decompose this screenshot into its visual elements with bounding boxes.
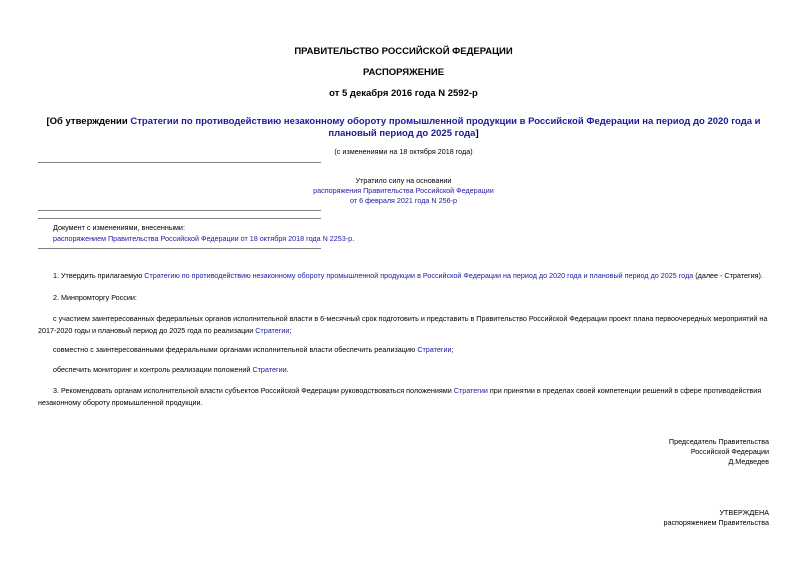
document-type: РАСПОРЯЖЕНИЕ [362, 67, 445, 78]
signature-name: Д.Медведев [728, 457, 769, 466]
repeal-order-link-line1[interactable]: распоряжения Правительства Российской Федерации [313, 186, 494, 195]
amending-order-link[interactable]: распоряжением Правительства Российской Федерации от 18 октября 2018 года N 2253-р [53, 234, 353, 243]
government-heading: ПРАВИТЕЛЬСТВО РОССИЙСКОЙ ФЕДЕРАЦИИ [294, 46, 513, 57]
approved-label: УТВЕРЖДЕНА [719, 508, 769, 517]
strategy-link[interactable]: Стратегии [417, 345, 452, 354]
document-date-number: от 5 декабря 2016 года N 2592-р [329, 88, 478, 99]
document-title [40, 116, 767, 140]
strategy-link[interactable]: Стратегии [255, 325, 290, 335]
divider [38, 218, 321, 219]
strategy-link[interactable]: Стратегии [252, 365, 287, 374]
approved-by: распоряжением Правительства [663, 518, 769, 527]
paragraph-5: обеспечить мониторинг и контроль реализации положений Стратегии. [53, 365, 289, 374]
title-close-bracket: ] [475, 128, 479, 139]
divider [38, 162, 321, 163]
paragraph-4: совместно с заинтересованными федеральными органами исполнительной власти обеспечить реализацию Стратегии; [53, 345, 454, 354]
changes-line: распоряжением Правительства Российской Федерации от 18 октября 2018 года N 2253-р. [53, 234, 355, 243]
title-open-bracket: [Об утверждении [46, 116, 131, 127]
divider [38, 248, 321, 249]
repeal-order-link-line2[interactable]: от 6 февраля 2021 года N 256-р [350, 196, 457, 205]
strategy-link[interactable]: Стратегию по противодействию незаконному обороту промышленной продукции в Российской Федерации на период до 2020 года и плановый период до 2025 года [144, 271, 694, 280]
paragraph-3: с участием заинтересованных федеральных органов исполнительной власти в 6-месячный срок подготовить и представить в Правительство Российской Федерации проект плана первоочередных мероприятий на 2017-2020 годы и плановый период до 2025 года по реализации Стратегии; [38, 314, 768, 335]
strategy-link[interactable]: Стратегии [453, 386, 488, 395]
divider [38, 210, 321, 211]
changes-label: Документ с изменениями, внесенными: [53, 223, 185, 232]
signature-position: Председатель Правительства [668, 437, 769, 446]
paragraph-6: 3. Рекомендовать органам исполнительной власти субъектов Российской Федерации руководствоваться положениями Стратегии при принятии в пределах своей компетенции решений в сфере противодействия незаконному обороту промышленной продукции. [38, 386, 762, 407]
signature-organization: Российской Федерации [690, 447, 769, 456]
strategy-title-link[interactable]: Стратегии по противодействию незаконному обороту промышленной продукции в Российской Федерации на период до 2020 года и плановый период до 2025 года [130, 116, 761, 139]
lost-force-label: Утратило силу на основании [355, 176, 452, 185]
amendments-note: (с изменениями на 18 октября 2018 года) [334, 147, 473, 156]
paragraph-2: 2. Минпромторгу России: [53, 293, 137, 302]
paragraph-1: 1. Утвердить прилагаемую Стратегию по противодействию незаконному обороту промышленной продукции в Российской Федерации на период до 2020 года и плановый период до 2025 года (далее - Стратегия). [53, 271, 763, 280]
